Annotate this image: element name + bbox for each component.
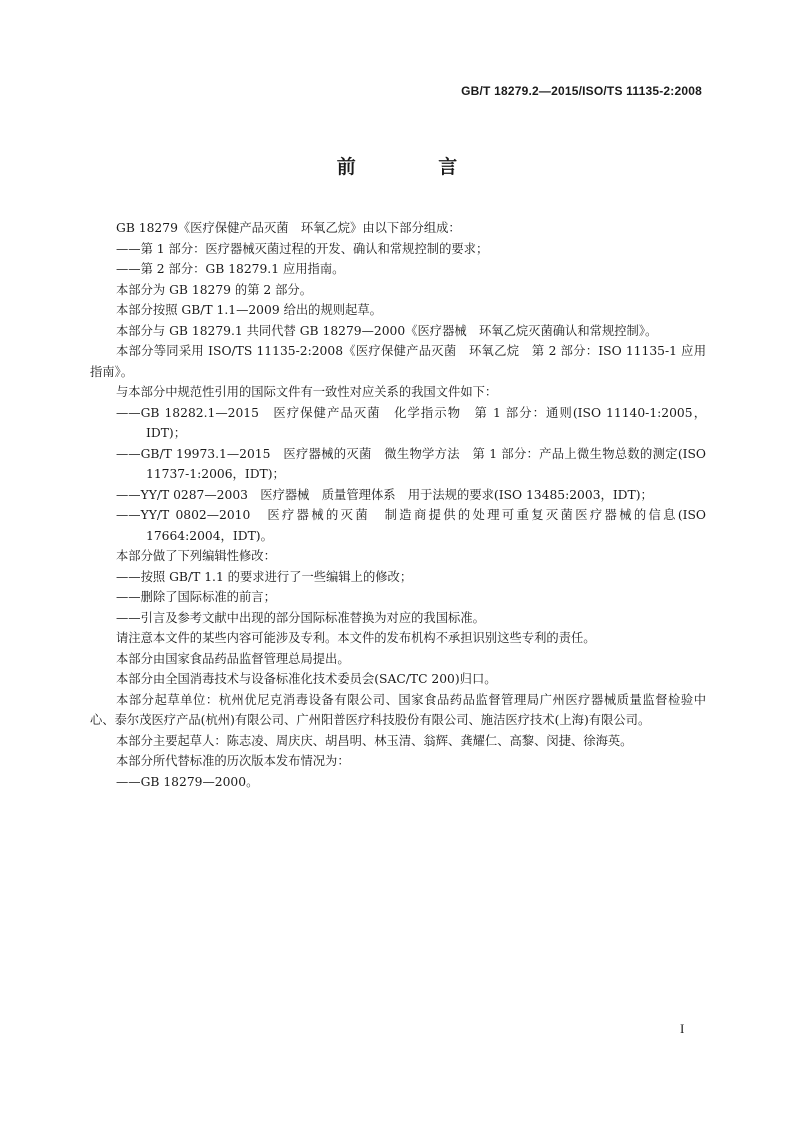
paragraph: 本部分为 GB 18279 的第 2 部分。: [116, 282, 313, 297]
list-item: ——第 1 部分：医疗器械灭菌过程的开发、确认和常规控制的要求；: [116, 241, 489, 256]
page-number: I: [680, 1021, 685, 1036]
paragraph: 与本部分中规范性引用的国际文件有一致性对应关系的我国文件如下：: [116, 385, 498, 399]
foreword-body: [90, 218, 706, 792]
paragraph: 本部分主要起草人：陈志凌、周庆庆、胡昌明、林玉清、翁辉、龚耀仁、高黎、闵捷、徐海英。: [116, 733, 633, 748]
list-item: ——YY/T 0287—2003 医疗器械 质量管理体系 用于法规的要求(ISO 13485:2003，IDT)；: [116, 487, 653, 502]
paragraph: 本部分所代替标准的历次版本发布情况为：: [116, 754, 350, 768]
standard-code-header: GB/T 18279.2—2015/ISO/TS 11135-2:2008: [461, 84, 702, 98]
paragraph: 本部分等同采用 ISO/TS 11135-2:2008《医疗保健产品灭菌 环氧乙烷 第 2 部分：ISO 11135-1 应用指南》。: [90, 344, 706, 379]
paragraph: 本部分起草单位：杭州优尼克消毒设备有限公司、国家食品药品监督管理局广州医疗器械质量监督检验中心、泰尔茂医疗产品(杭州)有限公司、广州阳普医疗科技股份有限公司、施洁医疗技术(上海)有限公司。: [90, 692, 706, 727]
page-title: 前 言: [336, 156, 496, 178]
list-item: ——GB 18282.1—2015 医疗保健产品灭菌 化学指示物 第 1 部分：通则(ISO 11140-1:2005，IDT)；: [116, 405, 706, 440]
list-item: ——YY/T 0802—2010 医疗器械的灭菌 制造商提供的处理可重复灭菌医疗器械的信息(ISO 17664:2004，IDT)。: [116, 508, 706, 543]
paragraph: 本部分做了下列编辑性修改：: [116, 549, 276, 563]
paragraph: 本部分按照 GB/T 1.1—2009 给出的规则起草。: [116, 303, 382, 317]
paragraph: 请注意本文件的某些内容可能涉及专利。本文件的发布机构不承担识别这些专利的责任。: [116, 631, 596, 645]
list-item: ——GB/T 19973.1—2015 医疗器械的灭菌 微生物学方法 第 1 部分：产品上微生物总数的测定(ISO 11737-1:2006，IDT)；: [116, 446, 706, 481]
list-item: ——按照 GB/T 1.1 的要求进行了一些编辑上的修改；: [116, 569, 413, 584]
paragraph: 本部分由全国消毒技术与设备标准化技术委员会(SAC/TC 200)归口。: [116, 672, 497, 686]
list-item: ——引言及参考文献中出现的部分国际标准替换为对应的我国标准。: [116, 610, 485, 625]
paragraph: 本部分由国家食品药品监督管理总局提出。: [116, 651, 350, 666]
paragraph: GB 18279《医疗保健产品灭菌 环氧乙烷》由以下部分组成：: [116, 221, 461, 235]
list-item: ——GB 18279—2000。: [116, 774, 259, 789]
list-item: ——删除了国际标准的前言；: [116, 590, 276, 604]
paragraph: 本部分与 GB 18279.1 共同代替 GB 18279—2000《医疗器械 环氧乙烷灭菌确认和常规控制》。: [116, 323, 658, 338]
list-item: ——第 2 部分：GB 18279.1 应用指南。: [116, 262, 345, 276]
